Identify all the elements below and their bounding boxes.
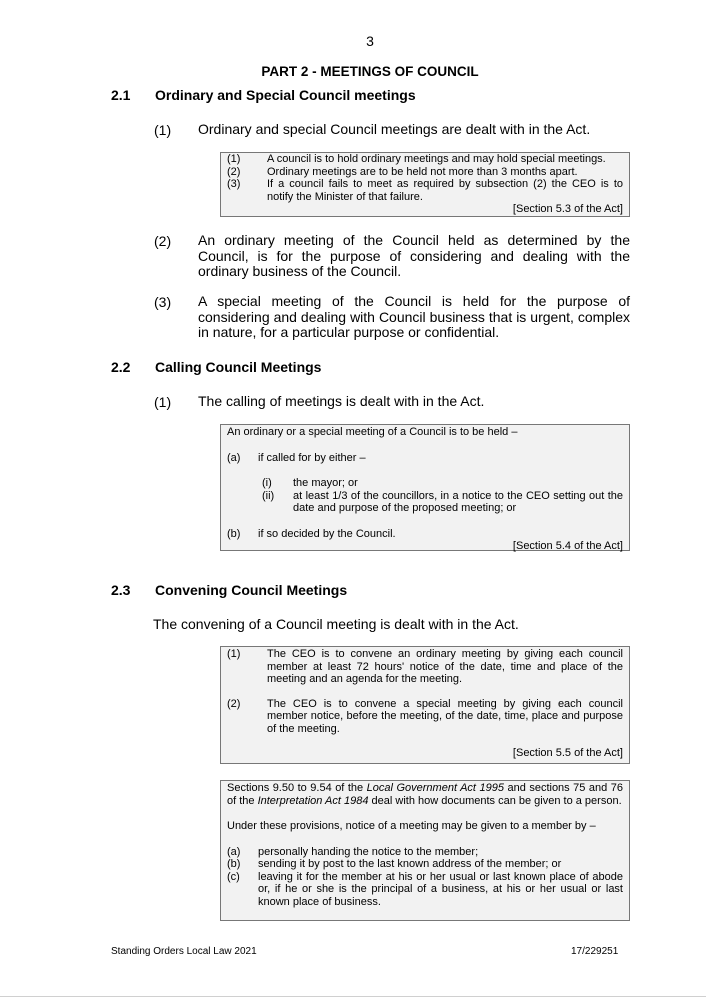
box-item: (1) A council is to hold ordinary meetings and may hold special meetings. (227, 153, 606, 165)
act-extract-box-5-5 (220, 646, 630, 764)
section-2-3-number: 2.3 (111, 582, 131, 598)
box-paragraph: Sections 9.50 to 9.54 of the Local Government Act 1995 and sections 75 and 76 of the Interpretation Act 1984 deal with how documents can be given to a person. (227, 782, 624, 807)
box-item: (3) If a council fails to meet as required by subsection (2) the CEO is to notify the Minister of that failure. (227, 178, 623, 203)
section-2-2-title: Calling Council Meetings (155, 359, 322, 375)
box-item: (a) if called for by either – (227, 451, 366, 464)
box-paragraph: Under these provisions, notice of a meeting may be given to a member by – (227, 820, 596, 832)
page-number: 3 (366, 33, 374, 49)
s23-intro: The convening of a Council meeting is dealt with in the Act. (153, 616, 519, 632)
act-extract-box-5-3 (220, 152, 630, 217)
s21-p2-text: An ordinary meeting of the Council held as determined by the Council, is for the purpose of considering and dealing with the ordinary business of the Council. (198, 232, 630, 279)
footer-doc-id: 17/229251 (571, 946, 619, 957)
s21-p3-text: A special meeting of the Council is held for the purpose of considering and dealing with Council business that is urgent, complex in nature, for a particular purpose or confidential. (198, 293, 630, 340)
box-item: (2) The CEO is to convene a special meeting by giving each council member notice, before the meeting, of the date, time, place and purpose of the meeting. (227, 697, 623, 735)
box-item: (a) personally handing the notice to the member; (227, 845, 479, 858)
section-2-3-title: Convening Council Meetings (155, 582, 348, 598)
box-item: (b) if so decided by the Council. (227, 527, 396, 540)
s21-p3-number: (3) (154, 294, 172, 310)
act-extract-box-5-4 (220, 424, 630, 551)
s21-p2-number: (2) (154, 233, 172, 249)
section-reference: [Section 5.5 of the Act] (512, 747, 623, 759)
part-title: PART 2 - MEETINGS OF COUNCIL (261, 64, 479, 79)
section-2-1-number: 2.1 (111, 87, 131, 103)
section-reference: [Section 5.3 of the Act] (512, 203, 623, 215)
s22-p1-number: (1) (154, 394, 172, 410)
s21-p1-text: Ordinary and special Council meetings are dealt with in the Act. (198, 121, 591, 137)
s21-p1-number: (1) (154, 122, 172, 138)
section-2-2-number: 2.2 (111, 359, 131, 375)
s22-p1-text: The calling of meetings is dealt with in the Act. (198, 393, 485, 409)
box-subitem: (ii) at least 1/3 of the councillors, in a notice to the CEO setting out the date and purpose of the proposed meeting; or (262, 489, 623, 514)
notice-provisions-box (220, 780, 630, 921)
box-item: (c) leaving it for the member at his or her usual or last known place of abode or, if he or she is the principal of a business, at his or her usual or last known place of business. (227, 870, 623, 908)
box-subitem: (i) the mayor; or (262, 477, 358, 489)
section-2-1-title: Ordinary and Special Council meetings (155, 87, 416, 103)
page-bottom-edge (0, 996, 706, 997)
box-item: (b) sending it by post to the last known address of the member; or (227, 858, 562, 870)
box-item: (1) The CEO is to convene an ordinary meeting by giving each council member at least 72 hours' notice of the date, time and place of the meeting and an agenda for the meeting. (227, 648, 623, 685)
footer-title: Standing Orders Local Law 2021 (111, 946, 257, 957)
box-intro: An ordinary or a special meeting of a Council is to be held – (227, 426, 518, 438)
section-reference: [Section 5.4 of the Act] (512, 540, 623, 552)
box-item: (2) Ordinary meetings are to be held not more than 3 months apart. (227, 165, 578, 178)
